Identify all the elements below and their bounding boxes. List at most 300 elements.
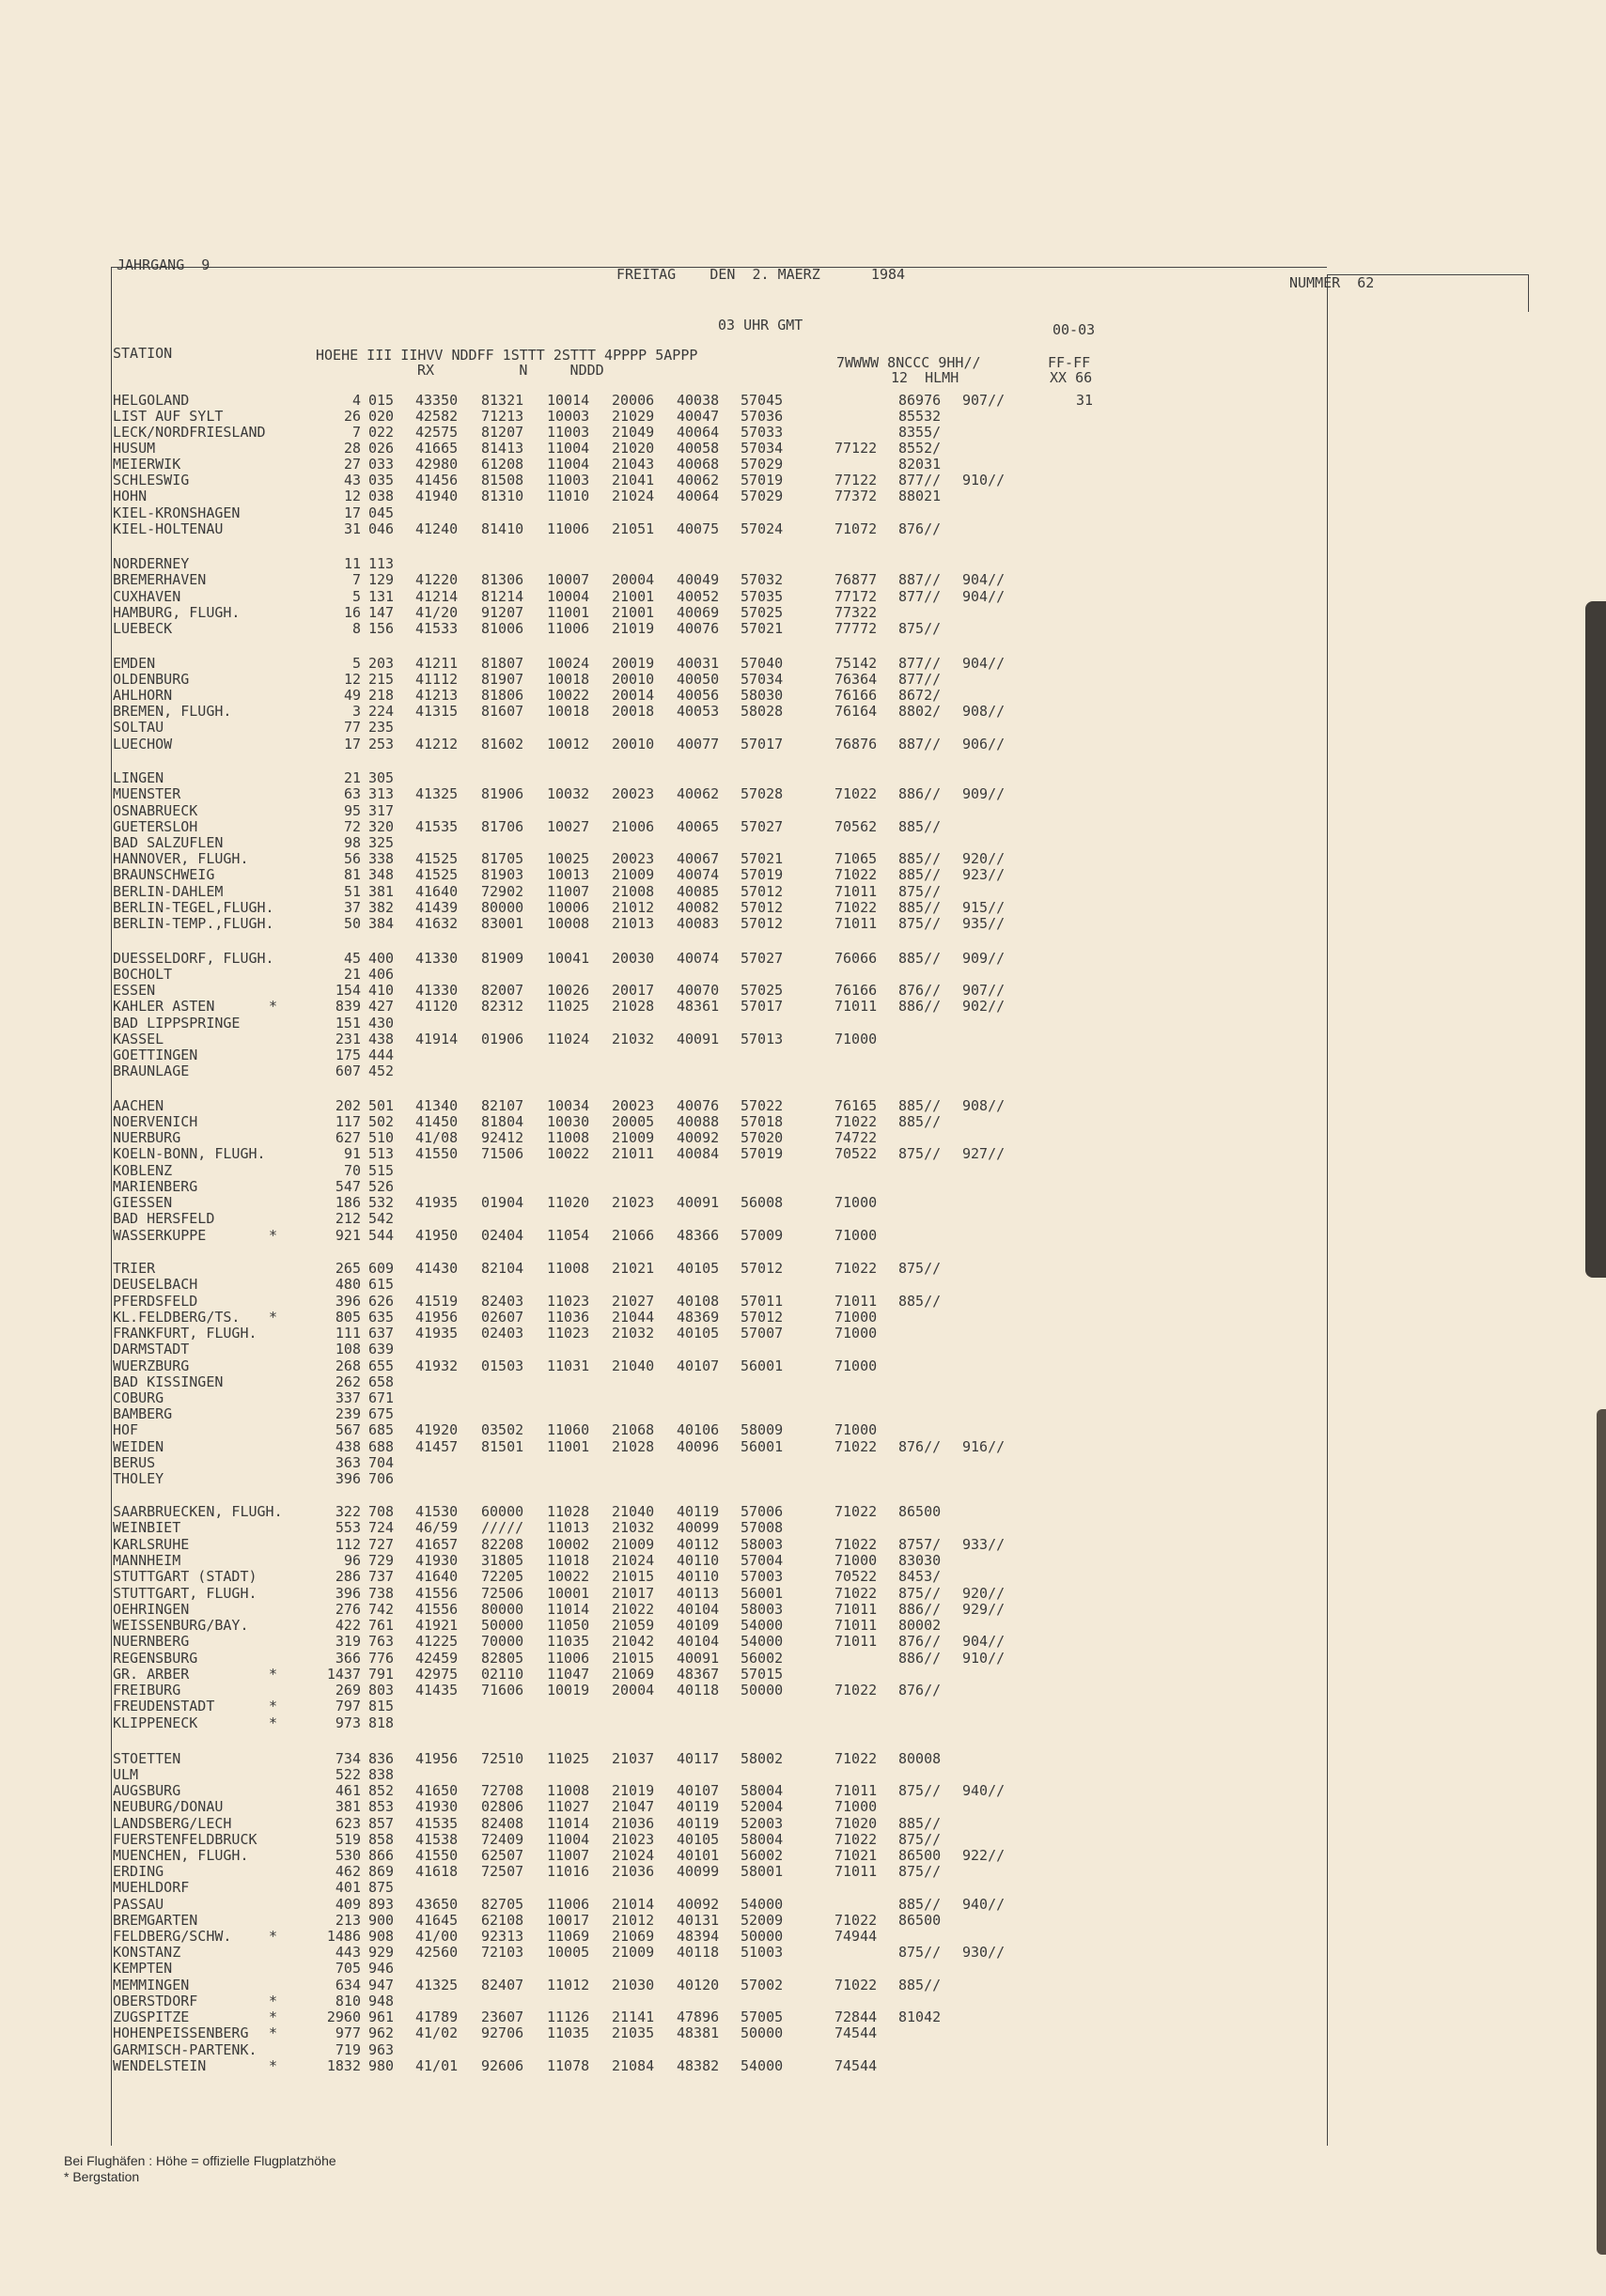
synop-group: 58001 <box>741 1863 784 1880</box>
station-index: 866 <box>368 1847 395 1864</box>
extra-group: 902// <box>962 998 1006 1015</box>
synop-group: 41914 <box>415 1031 459 1047</box>
station-height: 4 <box>351 392 361 409</box>
synop-group: 40050 <box>677 671 720 688</box>
extra-group: 876// <box>898 1682 942 1699</box>
synop-group: 40069 <box>677 604 720 621</box>
synop-group: 10025 <box>547 850 590 867</box>
synop-group: 81006 <box>481 620 524 637</box>
station-index: 131 <box>368 588 395 605</box>
synop-group: 31805 <box>481 1552 524 1569</box>
synop-group: 10022 <box>547 1145 590 1162</box>
synop-group: 48361 <box>677 998 720 1015</box>
synop-group: 41439 <box>415 899 459 916</box>
extra-group: 70562 <box>834 818 878 835</box>
synop-group: 21023 <box>612 1194 655 1211</box>
station-name: LECK/NORDFRIESLAND <box>113 424 266 441</box>
synop-group: 10005 <box>547 1944 590 1961</box>
synop-group: 41921 <box>415 1617 459 1634</box>
synop-group: 57029 <box>741 488 784 504</box>
synop-group: 41956 <box>415 1309 459 1326</box>
synop-group: 41325 <box>415 785 459 802</box>
synop-group: 03502 <box>481 1421 524 1438</box>
synop-group: 58004 <box>741 1782 784 1799</box>
synop-group: 82408 <box>481 1815 524 1832</box>
station-height: 212 <box>335 1210 361 1227</box>
extra-group: 885// <box>898 850 942 867</box>
synop-group: 11008 <box>547 1260 590 1277</box>
station-height: 839 <box>335 998 361 1015</box>
station-height: 8 <box>351 620 361 637</box>
synop-group: 21041 <box>612 472 655 489</box>
synop-group: 80000 <box>481 1601 524 1618</box>
station-name: WEIDEN <box>113 1438 164 1455</box>
extra-group: 74544 <box>834 2025 878 2041</box>
station-height: 269 <box>335 1682 361 1699</box>
synop-group: 40118 <box>677 1682 720 1699</box>
station-name: KASSEL <box>113 1031 164 1047</box>
synop-group: 20019 <box>612 655 655 672</box>
station-index: 858 <box>368 1831 395 1848</box>
extra-group: 875// <box>898 1585 942 1602</box>
mountain-marker: * <box>269 2057 278 2074</box>
synop-group: 57019 <box>741 472 784 489</box>
station-index: 655 <box>368 1357 395 1374</box>
station-height: 443 <box>335 1944 361 1961</box>
synop-group: 42575 <box>415 424 459 441</box>
station-height: 262 <box>335 1373 361 1390</box>
extra-group: 922// <box>962 1847 1006 1864</box>
synop-group: 21023 <box>612 1831 655 1848</box>
station-height: 37 <box>343 899 361 916</box>
extra-group: 76166 <box>834 687 878 704</box>
extra-group: 76877 <box>834 571 878 588</box>
synop-group: 50000 <box>741 1928 784 1945</box>
station-index: 513 <box>368 1145 395 1162</box>
synop-group: 20004 <box>612 1682 655 1699</box>
synop-group: 40074 <box>677 950 720 967</box>
synop-group: 52004 <box>741 1798 784 1815</box>
station-height: 81 <box>343 866 361 883</box>
synop-group: 41211 <box>415 655 459 672</box>
synop-group: 57003 <box>741 1568 784 1585</box>
station-index: 900 <box>368 1912 395 1929</box>
station-index: 253 <box>368 736 395 752</box>
station-index: 962 <box>368 2025 395 2041</box>
synop-group: 20004 <box>612 571 655 588</box>
synop-group: 10019 <box>547 1682 590 1699</box>
synop-group: 11004 <box>547 456 590 473</box>
extra-group: 940// <box>962 1782 1006 1799</box>
extra-group: 885// <box>898 1977 942 1993</box>
synop-group: 82007 <box>481 982 524 999</box>
synop-group: 21043 <box>612 456 655 473</box>
synop-group: 40038 <box>677 392 720 409</box>
ff-column-header: FF-FF <box>1048 354 1091 371</box>
synop-group: 01906 <box>481 1031 524 1047</box>
mountain-marker: * <box>269 1227 278 1244</box>
station-name: REGENSBURG <box>113 1650 198 1667</box>
extra-group: 8355/ <box>898 424 942 441</box>
synop-group: 21040 <box>612 1503 655 1520</box>
station-index: 635 <box>368 1309 395 1326</box>
synop-group: 21028 <box>612 1438 655 1455</box>
footnote-mountain-station: * Bergstation <box>64 2169 140 2184</box>
synop-group: 40067 <box>677 850 720 867</box>
station-name: PFERDSFELD <box>113 1293 198 1310</box>
synop-group: 10022 <box>547 1568 590 1585</box>
synop-group: 10018 <box>547 671 590 688</box>
station-index: 815 <box>368 1698 395 1714</box>
synop-group: 21009 <box>612 1536 655 1553</box>
station-height: 276 <box>335 1601 361 1618</box>
extra-group: 81042 <box>898 2009 942 2025</box>
synop-group: 40099 <box>677 1519 720 1536</box>
extra-group: 877// <box>898 671 942 688</box>
station-index: 763 <box>368 1633 395 1650</box>
station-name: KIEL-HOLTENAU <box>113 520 224 537</box>
synop-group: ///// <box>481 1519 524 1536</box>
synop-group: 54000 <box>741 2057 784 2074</box>
synop-group: 11054 <box>547 1227 590 1244</box>
extra-group: 887// <box>898 571 942 588</box>
synop-group: 92412 <box>481 1129 524 1146</box>
synop-group: 41950 <box>415 1227 459 1244</box>
station-height: 461 <box>335 1782 361 1799</box>
station-index: 444 <box>368 1047 395 1063</box>
synop-group: 57021 <box>741 620 784 637</box>
synop-group: 11060 <box>547 1421 590 1438</box>
station-name: NOERVENICH <box>113 1113 198 1130</box>
extra-group: 76165 <box>834 1097 878 1114</box>
extra-group: 71011 <box>834 1617 878 1634</box>
station-name: GUETERSLOH <box>113 818 198 835</box>
synop-group: 11027 <box>547 1798 590 1815</box>
station-height: 186 <box>335 1194 361 1211</box>
extra-group: 88021 <box>898 488 942 504</box>
synop-group: 11006 <box>547 1650 590 1667</box>
station-name: BREMGARTEN <box>113 1912 198 1929</box>
synop-group: 58002 <box>741 1750 784 1767</box>
station-name: FUERSTENFELDBRUCK <box>113 1831 257 1848</box>
extra-group: 877// <box>898 655 942 672</box>
synop-group: 11007 <box>547 1847 590 1864</box>
synop-group: 57004 <box>741 1552 784 1569</box>
synop-group: 56001 <box>741 1585 784 1602</box>
synop-group: 10032 <box>547 785 590 802</box>
station-index: 015 <box>368 392 395 409</box>
synop-group: 58004 <box>741 1831 784 1848</box>
station-height: 921 <box>335 1227 361 1244</box>
station-index: 947 <box>368 1977 395 1993</box>
station-height: 50 <box>343 915 361 932</box>
synop-group: 11035 <box>547 2025 590 2041</box>
synop-group: 81607 <box>481 703 524 720</box>
station-height: 553 <box>335 1519 361 1536</box>
station-index: 438 <box>368 1031 395 1047</box>
station-name: WUERZBURG <box>113 1357 190 1374</box>
synop-group: 57027 <box>741 950 784 967</box>
station-index: 929 <box>368 1944 395 1961</box>
station-index: 305 <box>368 769 395 786</box>
extra-group: 71000 <box>834 1552 878 1569</box>
synop-group: 41/02 <box>415 2025 459 2041</box>
station-index: 129 <box>368 571 395 588</box>
station-name: MUEHLDORF <box>113 1879 190 1896</box>
synop-group: 40088 <box>677 1113 720 1130</box>
extra-group: 71022 <box>834 785 878 802</box>
synop-group: 21014 <box>612 1896 655 1913</box>
extra-group: 77372 <box>834 488 878 504</box>
synop-group: 54000 <box>741 1633 784 1650</box>
synop-group: 57025 <box>741 982 784 999</box>
synop-group: 91207 <box>481 604 524 621</box>
station-index: 224 <box>368 703 395 720</box>
extra-group: 71022 <box>834 1750 878 1767</box>
extra-group: 74544 <box>834 2057 878 2074</box>
station-height: 112 <box>335 1536 361 1553</box>
synop-group: 10034 <box>547 1097 590 1114</box>
extra-group: 70522 <box>834 1145 878 1162</box>
station-height: 705 <box>335 1960 361 1977</box>
extra-group: 923// <box>962 866 1006 883</box>
synop-group: 40091 <box>677 1031 720 1047</box>
synop-group: 82107 <box>481 1097 524 1114</box>
synop-group: 21069 <box>612 1666 655 1683</box>
extra-columns-header: 7WWWW 8NCCC 9HH// <box>836 354 981 371</box>
synop-group: 21068 <box>612 1421 655 1438</box>
station-index: 803 <box>368 1682 395 1699</box>
synop-group: 40105 <box>677 1831 720 1848</box>
station-name: GARMISCH-PARTENK. <box>113 2041 257 2058</box>
synop-group: 48394 <box>677 1928 720 1945</box>
extra-group: 71021 <box>834 1847 878 1864</box>
synop-group: 82705 <box>481 1896 524 1913</box>
station-index: 317 <box>368 802 395 819</box>
extra-group: 875// <box>898 1944 942 1961</box>
station-index: 045 <box>368 504 395 521</box>
synop-group: 11069 <box>547 1928 590 1945</box>
extra-group: 904// <box>962 1633 1006 1650</box>
station-index: 626 <box>368 1293 395 1310</box>
station-height: 3 <box>351 703 361 720</box>
extra-group: 885// <box>898 866 942 883</box>
station-index: 852 <box>368 1782 395 1799</box>
extra-group: 907// <box>962 982 1006 999</box>
synop-group: 57032 <box>741 571 784 588</box>
frame-tab-side-rule <box>1528 274 1529 312</box>
extra-group: 908// <box>962 703 1006 720</box>
station-height: 56 <box>343 850 361 867</box>
station-name: ESSEN <box>113 982 156 999</box>
synop-group: 43650 <box>415 1896 459 1913</box>
station-index: 022 <box>368 424 395 441</box>
synop-group: 41/00 <box>415 1928 459 1945</box>
extra-group: 920// <box>962 1585 1006 1602</box>
station-name: BRAUNSCHWEIG <box>113 866 215 883</box>
extra-group: 71022 <box>834 1682 878 1699</box>
station-name: CUXHAVEN <box>113 588 181 605</box>
synop-group: 21009 <box>612 1129 655 1146</box>
station-height: 1437 <box>326 1666 361 1683</box>
synop-group: 41665 <box>415 440 459 457</box>
synop-group: 40107 <box>677 1782 720 1799</box>
synop-group: 41956 <box>415 1750 459 1767</box>
station-index: 406 <box>368 966 395 983</box>
station-name: WASSERKUPPE <box>113 1227 207 1244</box>
extra-group: 885// <box>898 950 942 967</box>
station-index: 776 <box>368 1650 395 1667</box>
extra-group: 71011 <box>834 883 878 900</box>
station-index: 869 <box>368 1863 395 1880</box>
station-name: NORDERNEY <box>113 555 190 572</box>
synop-group: 81705 <box>481 850 524 867</box>
synop-group: 11004 <box>547 440 590 457</box>
synop-group: 41519 <box>415 1293 459 1310</box>
synop-group: 57028 <box>741 785 784 802</box>
station-name: BREMEN, FLUGH. <box>113 703 232 720</box>
extra-group: 885// <box>898 1113 942 1130</box>
extra-group: 86500 <box>898 1503 942 1520</box>
station-name: FREUDENSTADT <box>113 1698 215 1714</box>
station-index: 729 <box>368 1552 395 1569</box>
station-height: 409 <box>335 1896 361 1913</box>
extra-group: 8757/ <box>898 1536 942 1553</box>
synop-group: 72902 <box>481 883 524 900</box>
station-index: 706 <box>368 1470 395 1487</box>
synop-group: 81410 <box>481 520 524 537</box>
synop-group: 57017 <box>741 998 784 1015</box>
synop-group: 20005 <box>612 1113 655 1130</box>
synop-group: 40107 <box>677 1357 720 1374</box>
synop-group: 56001 <box>741 1438 784 1455</box>
station-height: 11 <box>343 555 361 572</box>
synop-group: 20006 <box>612 392 655 409</box>
synop-group: 11012 <box>547 1977 590 1993</box>
synop-group: 41457 <box>415 1438 459 1455</box>
extra-group: 876// <box>898 1633 942 1650</box>
synop-group: 41535 <box>415 818 459 835</box>
station-index: 325 <box>368 834 395 851</box>
synop-group: 56008 <box>741 1194 784 1211</box>
station-index: 853 <box>368 1798 395 1815</box>
station-height: 805 <box>335 1309 361 1326</box>
synop-group: 41618 <box>415 1863 459 1880</box>
synop-group: 23607 <box>481 2009 524 2025</box>
extra-group: 71022 <box>834 1977 878 1993</box>
station-name: KOELN-BONN, FLUGH. <box>113 1145 266 1162</box>
extra-group: 71022 <box>834 1585 878 1602</box>
synop-group: 21019 <box>612 620 655 637</box>
synop-group: 56002 <box>741 1847 784 1864</box>
station-name: FELDBERG/SCHW. <box>113 1928 232 1945</box>
station-height: 117 <box>335 1113 361 1130</box>
synop-group: 41525 <box>415 850 459 867</box>
synop-group: 11007 <box>547 883 590 900</box>
synop-group: 20017 <box>612 982 655 999</box>
station-name: BERLIN-TEGEL,FLUGH. <box>113 899 274 916</box>
station-index: 637 <box>368 1325 395 1342</box>
synop-group: 40096 <box>677 1438 720 1455</box>
station-index: 235 <box>368 719 395 736</box>
station-index: 838 <box>368 1766 395 1783</box>
station-height: 231 <box>335 1031 361 1047</box>
synop-group: 11020 <box>547 1194 590 1211</box>
synop-group: 58028 <box>741 703 784 720</box>
extra-group: 76066 <box>834 950 878 967</box>
extra-group: 876// <box>898 1438 942 1455</box>
synop-group: 21049 <box>612 424 655 441</box>
synop-group: 21013 <box>612 915 655 932</box>
synop-group: 57033 <box>741 424 784 441</box>
synop-group: 41325 <box>415 1977 459 1993</box>
extra-group: 71011 <box>834 915 878 932</box>
synop-group: 11018 <box>547 1552 590 1569</box>
synop-group: 54000 <box>741 1896 784 1913</box>
extra-group: 875// <box>898 1863 942 1880</box>
station-name: OEHRINGEN <box>113 1601 190 1618</box>
synop-group: 42560 <box>415 1944 459 1961</box>
synop-group: 40058 <box>677 440 720 457</box>
synop-group: 57006 <box>741 1503 784 1520</box>
synop-group: 57019 <box>741 1145 784 1162</box>
station-height: 108 <box>335 1341 361 1357</box>
synop-group: 10007 <box>547 571 590 588</box>
synop-group: 41935 <box>415 1194 459 1211</box>
synop-group: 41340 <box>415 1097 459 1114</box>
station-height: 547 <box>335 1178 361 1195</box>
synop-group: 41/20 <box>415 604 459 621</box>
synop-group: 21022 <box>612 1601 655 1618</box>
synop-group: 10006 <box>547 899 590 916</box>
synop-group: 01503 <box>481 1357 524 1374</box>
extra-group: 875// <box>898 1145 942 1162</box>
extra-group: 876// <box>898 520 942 537</box>
extra-group: 915// <box>962 899 1006 916</box>
station-name: STUTTGART, FLUGH. <box>113 1585 257 1602</box>
station-index: 836 <box>368 1750 395 1767</box>
synop-group: 21001 <box>612 604 655 621</box>
station-height: 213 <box>335 1912 361 1929</box>
synop-group: 41550 <box>415 1145 459 1162</box>
synop-group: 57029 <box>741 456 784 473</box>
station-name: EMDEN <box>113 655 156 672</box>
synop-group: 21069 <box>612 1928 655 1945</box>
synop-group: 48367 <box>677 1666 720 1683</box>
station-height: 7 <box>351 424 361 441</box>
synop-group: 10027 <box>547 818 590 835</box>
station-height: 91 <box>343 1145 361 1162</box>
synop-group: 10022 <box>547 687 590 704</box>
station-height: 396 <box>335 1470 361 1487</box>
synop-group: 41650 <box>415 1782 459 1799</box>
station-index: 033 <box>368 456 395 473</box>
synop-group: 21040 <box>612 1357 655 1374</box>
synop-group: 41456 <box>415 472 459 489</box>
extra-group: 908// <box>962 1097 1006 1114</box>
station-height: 154 <box>335 982 361 999</box>
synop-group: 41645 <box>415 1912 459 1929</box>
synop-group: 57036 <box>741 408 784 425</box>
synop-group: 81306 <box>481 571 524 588</box>
station-height: 401 <box>335 1879 361 1896</box>
synop-group: 41330 <box>415 950 459 967</box>
synop-group: 11050 <box>547 1617 590 1634</box>
synop-group: 81207 <box>481 424 524 441</box>
station-height: 111 <box>335 1325 361 1342</box>
station-index: 046 <box>368 520 395 537</box>
binding-stain-lower <box>1597 1409 1606 2255</box>
